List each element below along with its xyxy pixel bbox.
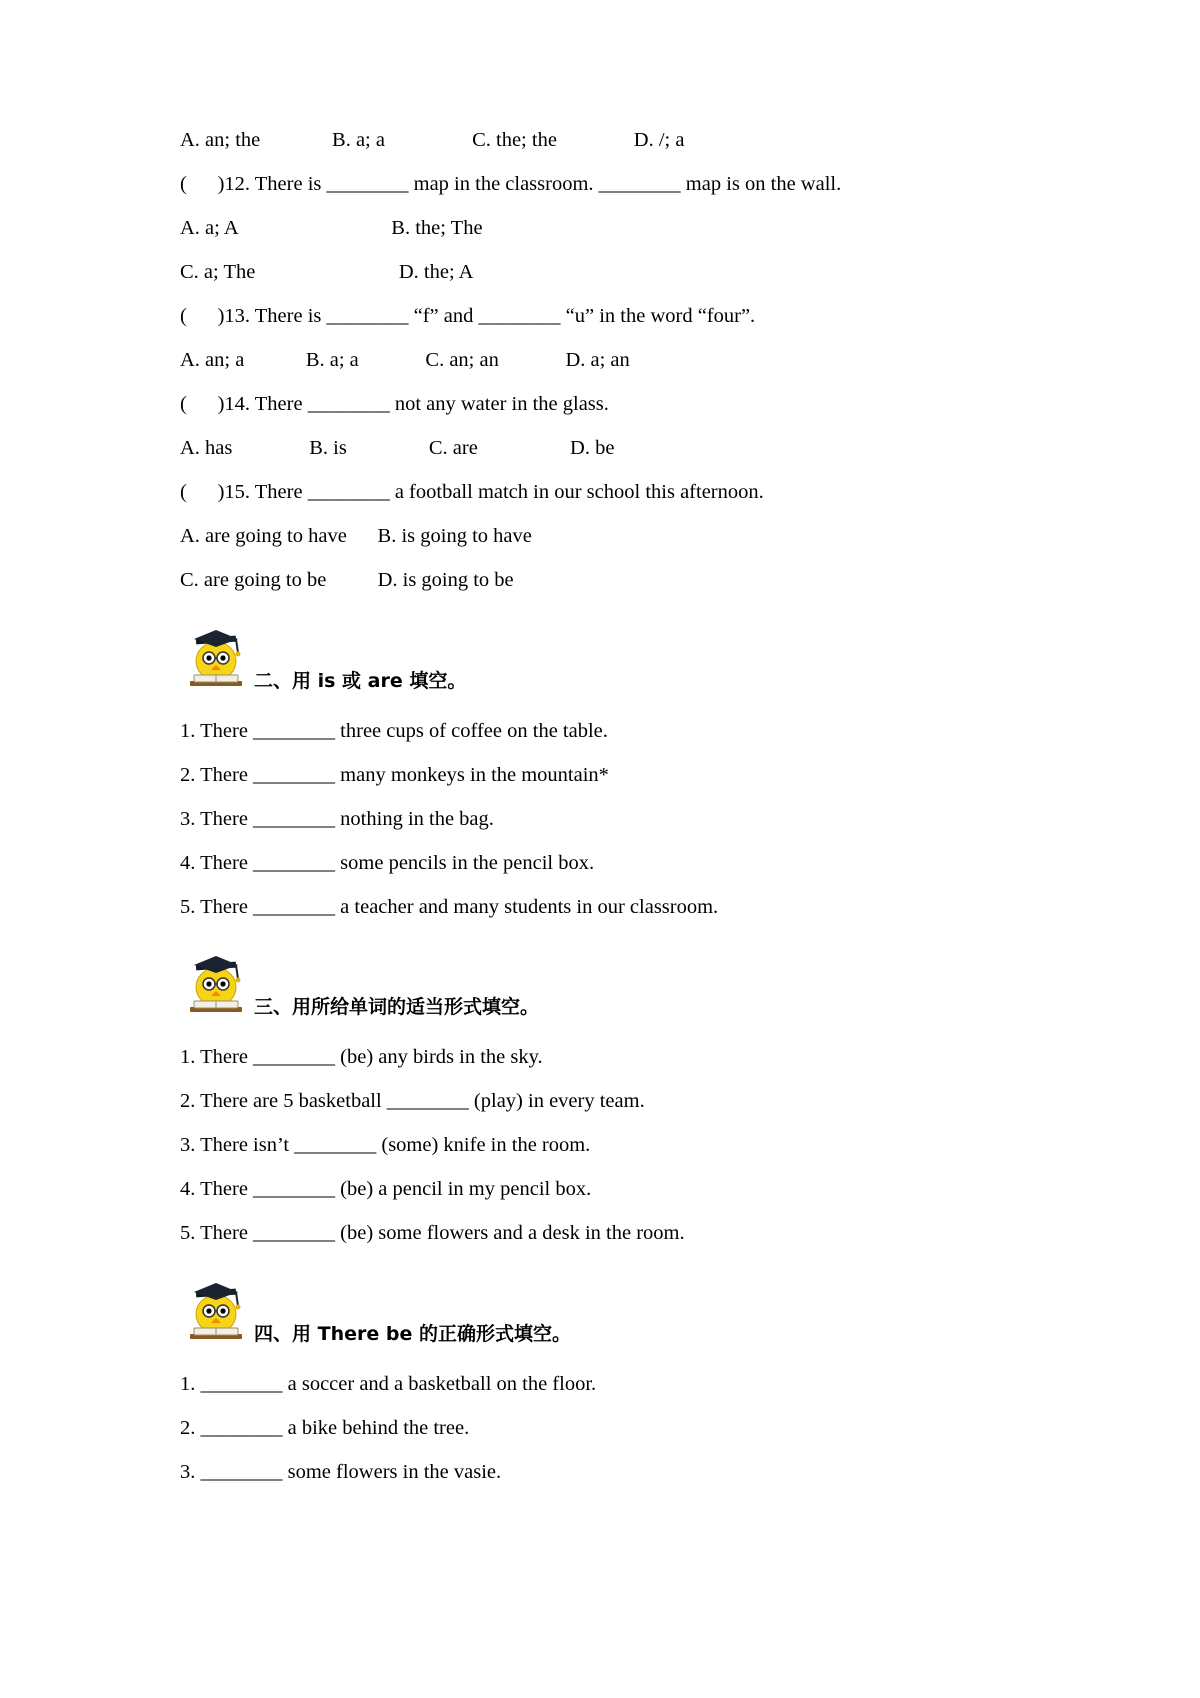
section-4-item-3: 3. ________ some flowers in the vasie. <box>180 1460 502 1483</box>
section-4-item-1: 1. ________ a soccer and a basketball on the floor. <box>180 1372 597 1395</box>
section-4-title <box>254 1319 571 1348</box>
question-13: ( )13. There is ________ “f” and ________ “u” in the word “four”. <box>180 305 756 327</box>
question-14-options-1: A. has B. is C. are D. be <box>180 437 615 459</box>
section-2-item-1: 1. There ________ three cups of coffee on the table. <box>180 719 608 742</box>
section-2-item-2: 2. There ________ many monkeys in the mountain* <box>180 763 609 786</box>
section-3-item-1: 1. There ________ (be) any birds in the sky. <box>180 1046 543 1068</box>
section-2-item-4: 4. There ________ some pencils in the pencil box. <box>180 851 595 874</box>
section-2-item-3: 3. There ________ nothing in the bag. <box>180 807 494 830</box>
answer-options-row: A. an; the B. a; a C. the; the D. /; a <box>180 129 685 151</box>
question-14: ( )14. There ________ not any water in the glass. <box>180 393 609 415</box>
graduate-chick-icon <box>180 625 252 695</box>
section-3-item-2: 2. There are 5 basketball ________ (play) in every team. <box>180 1090 645 1112</box>
section-2-item-5: 5. There ________ a teacher and many students in our classroom. <box>180 895 719 918</box>
section-heading-4 <box>180 1278 1050 1348</box>
section-3-item-3: 3. There isn’t ________ (some) knife in the room. <box>180 1134 591 1156</box>
graduate-chick-icon <box>180 1278 252 1348</box>
question-15: ( )15. There ________ a football match in our school this afternoon. <box>180 481 764 503</box>
section-3-title-text: 三、用所给单词的适当形式填空。 <box>254 996 540 1018</box>
section-4-title-text: 四、用 There be 的正确形式填空。 <box>254 1322 571 1345</box>
question-15-options-2: C. are going to be D. is going to be <box>180 569 514 591</box>
question-12-options-2: C. a; The D. the; A <box>180 261 474 283</box>
section-3-item-4: 4. There ________ (be) a pencil in my pencil box. <box>180 1178 592 1200</box>
question-13-options-1: A. an; a B. a; a C. an; an D. a; an <box>180 349 630 371</box>
section-4-item-2: 2. ________ a bike behind the tree. <box>180 1416 470 1439</box>
section-2-items <box>180 721 1050 918</box>
question-15-options-1: A. are going to have B. is going to have <box>180 525 532 547</box>
section-heading-2 <box>180 625 1050 695</box>
graduate-chick-icon <box>180 951 252 1021</box>
section-3-item-5: 5. There ________ (be) some flowers and a desk in the room. <box>180 1222 685 1244</box>
section-4-items <box>180 1374 1050 1483</box>
section-3-title <box>254 992 539 1021</box>
section-2-title-text: 二、用 is 或 are 填空。 <box>254 669 467 692</box>
question-12: ( )12. There is ________ map in the classroom. ________ map is on the wall. <box>180 173 842 195</box>
section-3-items <box>180 1047 1050 1244</box>
question-12-options-1: A. a; A B. the; The <box>180 217 483 239</box>
section-2-title <box>254 666 466 695</box>
section-heading-3 <box>180 951 1050 1021</box>
